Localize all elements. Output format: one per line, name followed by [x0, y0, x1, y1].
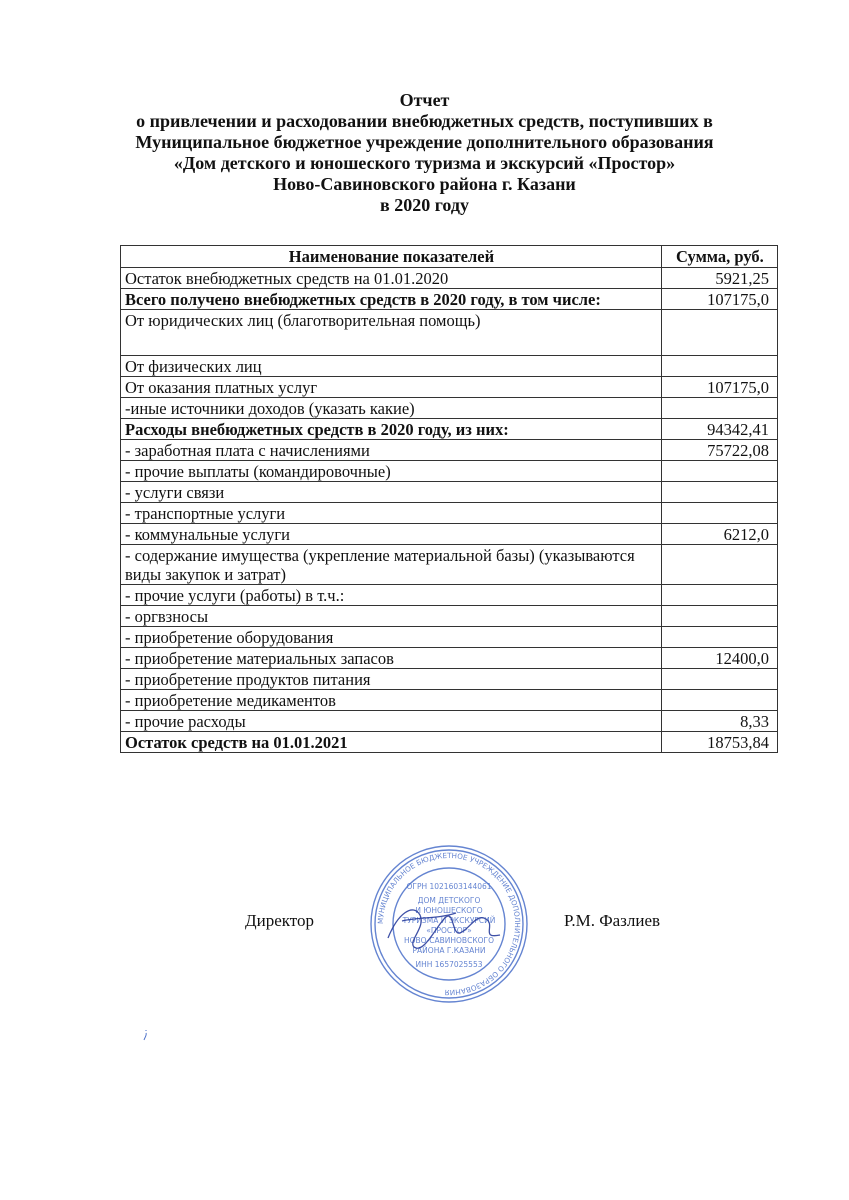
row-value: [661, 356, 777, 377]
pen-mark-icon: [143, 1028, 149, 1040]
table-row: [121, 377, 778, 398]
row-value: [661, 669, 777, 690]
table-row: [121, 585, 778, 606]
header-name: Наименование показателей: [121, 246, 662, 268]
row-label: - приобретение медикаментов: [121, 690, 662, 711]
table-row: [121, 669, 778, 690]
table-header-row: [121, 246, 778, 268]
row-value: [661, 310, 777, 356]
row-value: [661, 606, 777, 627]
row-value: 12400,0: [661, 648, 777, 669]
table-row: [121, 268, 778, 289]
row-label: - приобретение продуктов питания: [121, 669, 662, 690]
table-row: [121, 524, 778, 545]
title-line-1: Отчет: [399, 90, 450, 110]
report-title: [0, 90, 849, 216]
header-sum: Сумма, руб.: [661, 246, 777, 268]
row-label: - прочие расходы: [121, 711, 662, 732]
row-label: Всего получено внебюджетных средств в 2020 году, в том числе:: [121, 289, 662, 310]
row-value: [661, 690, 777, 711]
table-row: [121, 545, 778, 585]
row-value: 107175,0: [661, 377, 777, 398]
row-value: [661, 398, 777, 419]
row-label: Остаток средств на 01.01.2021: [121, 732, 662, 753]
row-value: 6212,0: [661, 524, 777, 545]
row-label: От оказания платных услуг: [121, 377, 662, 398]
row-value: [661, 482, 777, 503]
stamp-inner-3: ТУРИЗМА И ЭКСКУРСИЙ: [402, 916, 496, 925]
stamp-ring-text: МУНИЦИПАЛЬНОЕ БЮДЖЕТНОЕ УЧРЕЖДЕНИЕ ДОПОЛНИТЕЛЬНОГО ОБРАЗОВАНИЯ: [375, 850, 523, 998]
title-line-3: Муниципальное бюджетное учреждение дополнительного образования: [135, 132, 714, 152]
table-row: [121, 398, 778, 419]
row-value: 94342,41: [661, 419, 777, 440]
round-seal-icon: [368, 843, 530, 1005]
table-row: [121, 289, 778, 310]
table-row: [121, 690, 778, 711]
signature-role: Директор: [245, 911, 314, 930]
row-label: - содержание имущества (укрепление материальной базы) (указываются виды закупок и затрат): [121, 545, 662, 585]
row-label: - оргвзносы: [121, 606, 662, 627]
row-label: -иные источники доходов (указать какие): [121, 398, 662, 419]
row-label: - коммунальные услуги: [121, 524, 662, 545]
stamp-inner-5: НОВО-САВИНОВСКОГО: [403, 936, 495, 945]
row-label: Остаток внебюджетных средств на 01.01.2020: [121, 268, 662, 289]
stamp-inner-2: И ЮНОШЕСКОГО: [415, 906, 483, 915]
row-label: - заработная плата с начислениями: [121, 440, 662, 461]
table-row: [121, 440, 778, 461]
title-line-2: о привлечении и расходовании внебюджетных средств, поступивших в: [136, 111, 713, 131]
table-row: [121, 461, 778, 482]
row-label: - транспортные услуги: [121, 503, 662, 524]
title-line-6: в 2020 году: [379, 195, 470, 215]
row-label: - прочие услуги (работы) в т.ч.:: [121, 585, 662, 606]
table-row: [121, 356, 778, 377]
stamp-inner-1: ДОМ ДЕТСКОГО: [417, 896, 481, 905]
table-row: [121, 732, 778, 753]
row-label: От юридических лиц (благотворительная помощь): [121, 310, 662, 356]
stamp-inner-6: РАЙОНА Г.КАЗАНИ: [412, 946, 486, 955]
row-value: [661, 545, 777, 585]
row-value: 8,33: [661, 711, 777, 732]
table-row: [121, 310, 778, 356]
table-row: [121, 482, 778, 503]
table-row: [121, 503, 778, 524]
row-label: - приобретение материальных запасов: [121, 648, 662, 669]
row-value: 75722,08: [661, 440, 777, 461]
row-value: 18753,84: [661, 732, 777, 753]
row-value: [661, 503, 777, 524]
row-value: [661, 585, 777, 606]
row-value: [661, 461, 777, 482]
title-line-5: Ново-Савиновского района г. Казани: [273, 174, 576, 194]
row-value: 5921,25: [661, 268, 777, 289]
row-label: - услуги связи: [121, 482, 662, 503]
stamp-inn: ИНН 1657025553: [415, 960, 483, 969]
row-label: - прочие выплаты (командировочные): [121, 461, 662, 482]
signature-name: Р.М. Фазлиев: [564, 911, 661, 930]
table-row: [121, 627, 778, 648]
row-label: От физических лиц: [121, 356, 662, 377]
table-row: [121, 419, 778, 440]
row-label: - приобретение оборудования: [121, 627, 662, 648]
row-value: [661, 627, 777, 648]
row-label: Расходы внебюджетных средств в 2020 году, из них:: [121, 419, 662, 440]
table-row: [121, 606, 778, 627]
report-table: [120, 245, 778, 753]
row-value: 107175,0: [661, 289, 777, 310]
table-row: [121, 711, 778, 732]
title-line-4: «Дом детского и юношеского туризма и экскурсий «Простор»: [173, 153, 676, 173]
table-row: [121, 648, 778, 669]
stamp-ogrn: ОГРН 1021603144061: [406, 882, 492, 891]
stamp-inner-4: «ПРОСТОР»: [426, 926, 472, 935]
